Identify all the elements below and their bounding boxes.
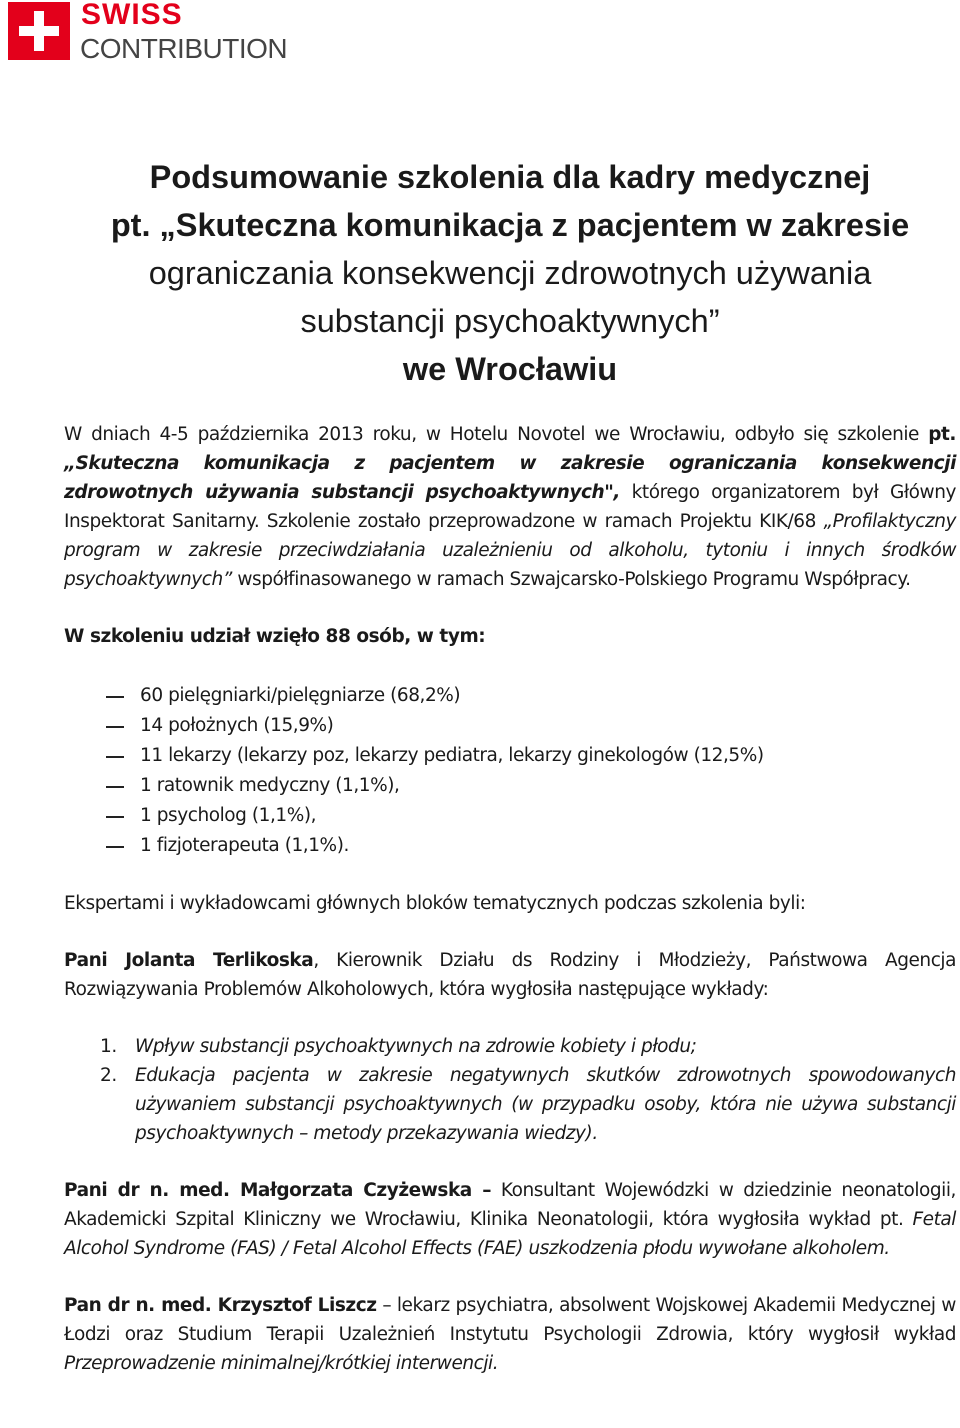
expert-1-lectures: [64, 1032, 956, 1148]
logo-word-contribution: CONTRIBUTION: [80, 33, 288, 64]
participants-heading: W szkoleniu udział wzięło 88 osób, w tym:: [64, 626, 486, 647]
intro-text-1: W dniach 4-5 października 2013 roku, w Hotelu Novotel we Wrocławiu, odbyło się szkolenie: [64, 424, 919, 445]
expert-2-desc: Konsultant Wojewódzki w dziedzinie neonatologii, Akademicki Szpital Kliniczny we Wrocławiu, Klinika Neonatologii, która wygłosiła wykład pt.: [64, 1180, 956, 1230]
swiss-contribution-logo: [8, 2, 308, 66]
title-line-3: ograniczania konsekwencji zdrowotnych używania: [148, 255, 872, 291]
title-line-4: substancji psychoaktywnych”: [300, 303, 720, 339]
list-item: 14 położnych (15,9%): [64, 711, 956, 741]
list-item: 2. Edukacja pacjenta w zakresie negatywnych skutków zdrowotnych spowodowanych używaniem substancji psychoaktywnych (w przypadku osoby, która nie używa substancji psychoaktywnych – metody przekazywania wiedzy).: [100, 1065, 956, 1144]
expert-1-desc: , Kierownik Działu ds Rodziny i Młodzieży, Państwowa Agencja Rozwiązywania Problemów Alkoholowych, która wygłosiła następujące wykłady:: [64, 950, 956, 1000]
experts-intro: Ekspertami i wykładowcami głównych bloków tematycznych podczas szkolenia byli:: [64, 893, 806, 914]
title-line-1: Podsumowanie szkolenia dla kadry medycznej: [149, 159, 871, 195]
training-title: „Skuteczna komunikacja z pacjentem w zakresie ograniczania konsekwencji zdrowotnych używania substancji psychoaktywnych",: [64, 453, 956, 503]
title-line-2: pt. „Skuteczna komunikacja z pacjentem w zakresie: [110, 207, 910, 243]
expert-1-name: Pani Jolanta Terlikoska: [64, 950, 314, 971]
list-item: 60 pielęgniarki/pielęgniarze (68,2%): [64, 681, 956, 711]
intro-pt: pt.: [928, 424, 956, 445]
intro-text-3: współfinasowanego w ramach Szwajcarsko-Polskiego Programu Współpracy.: [231, 569, 911, 590]
logo-word-swiss: SWISS: [81, 0, 183, 31]
list-item: 1 fizjoterapeuta (1,1%).: [64, 831, 956, 861]
title-line-5: we Wrocławiu: [402, 351, 618, 387]
expert-3-lecture: Przeprowadzenie minimalnej/krótkiej interwencji.: [64, 1353, 499, 1374]
list-item: 1. Wpływ substancji psychoaktywnych na zdrowie kobiety i płodu;: [100, 1036, 697, 1057]
expert-2-name: Pani dr n. med. Małgorzata Czyżewska –: [64, 1180, 492, 1201]
intro-paragraph: [64, 420, 956, 594]
participants-list: [64, 681, 956, 861]
expert-3-name: Pan dr n. med. Krzysztof Liszcz: [64, 1295, 377, 1316]
swiss-cross-icon: [8, 2, 70, 60]
expert-2-lecture: Fetal Alcohol Syndrome (FAS) / Fetal Alcohol Effects (FAE) uszkodzenia płodu wywołane alkoholem.: [64, 1209, 956, 1259]
expert-2-paragraph: [64, 1176, 956, 1263]
expert-1-paragraph: [64, 946, 956, 1004]
document-title: [60, 153, 960, 393]
document-body: [64, 420, 956, 1378]
expert-3-paragraph: [64, 1291, 956, 1378]
list-item: 1 psycholog (1,1%),: [64, 801, 956, 831]
intro-text-2: którego organizatorem był Główny Inspektorat Sanitarny. Szkolenie zostało przeprowadzone w ramach Projektu KIK/68: [64, 482, 956, 532]
list-item: 1 ratownik medyczny (1,1%),: [64, 771, 956, 801]
program-title: „Profilaktyczny program w zakresie przeciwdziałania uzależnieniu od alkoholu, tytoniu i innych środków psychoaktywnych”: [64, 511, 956, 590]
expert-3-desc: – lekarz psychiatra, absolwent Wojskowej Akademii Medycznej w Łodzi oraz Studium Terapii Uzależnień Instytutu Psychologii Zdrowia, który wygłosił wykład: [64, 1295, 956, 1345]
list-item: 11 lekarzy (lekarzy poz, lekarzy pediatra, lekarzy ginekologów (12,5%): [64, 741, 956, 771]
